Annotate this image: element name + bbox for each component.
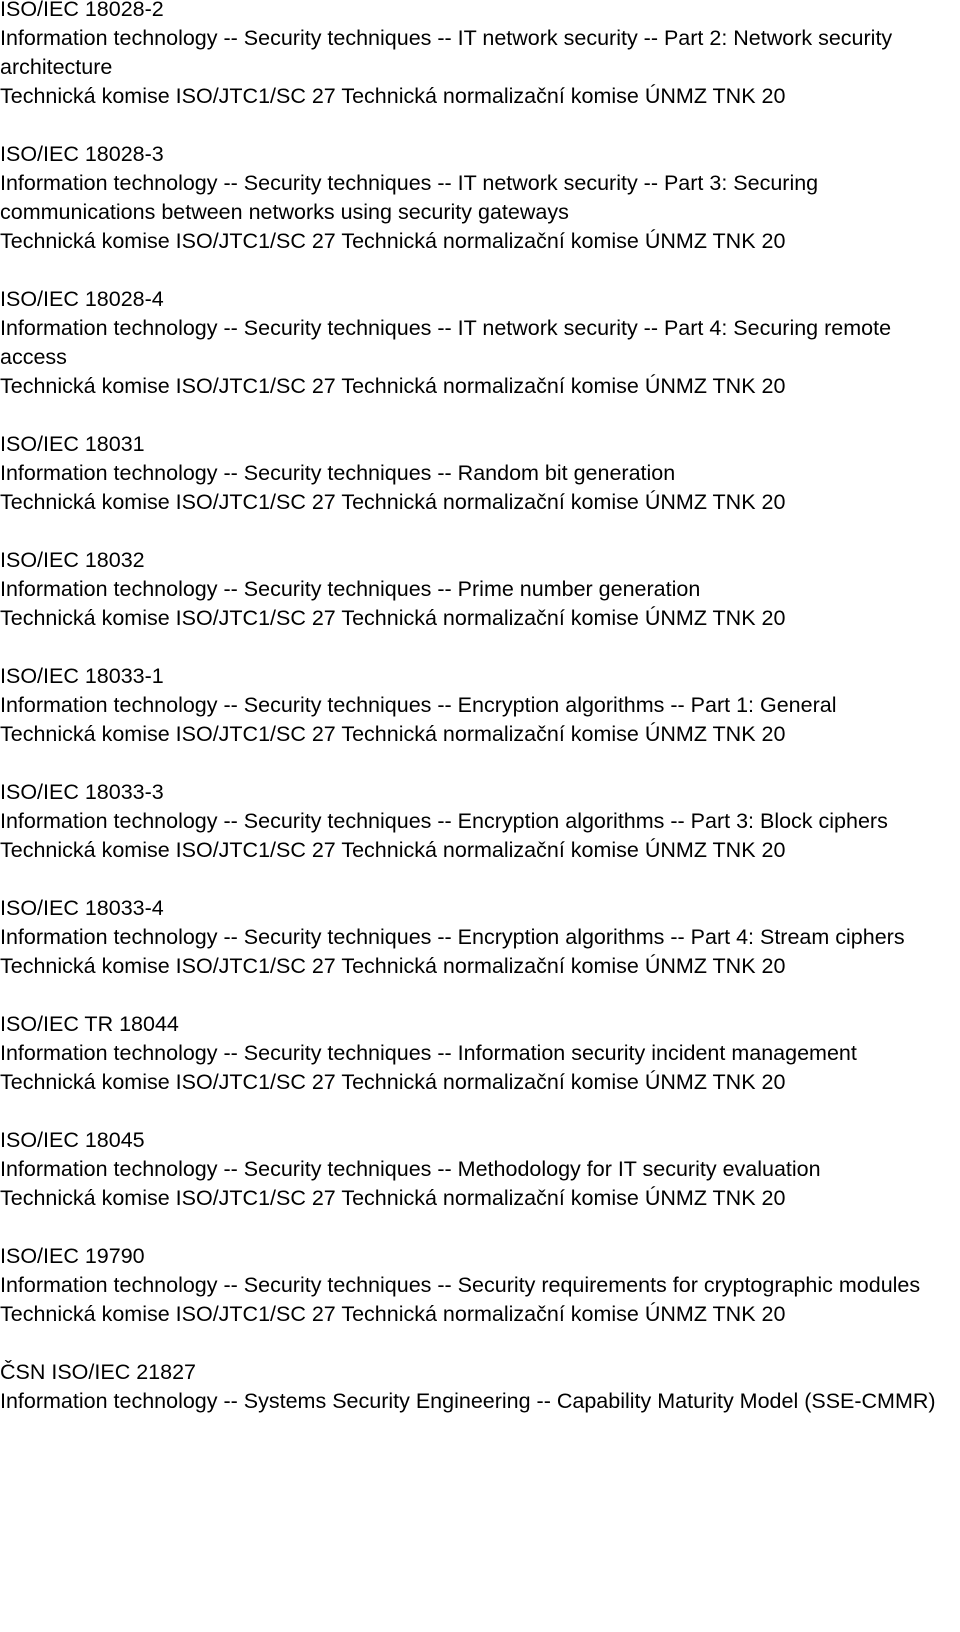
standard-title: Information technology -- Security techniques -- Information security incident management xyxy=(0,1041,857,1065)
standard-committee: Technická komise ISO/JTC1/SC 27 Technická normalizační komise ÚNMZ TNK 20 xyxy=(0,954,786,978)
standard-code: ISO/IEC 18028-3 xyxy=(0,142,164,166)
standard-title: Information technology -- Security techniques -- Methodology for IT security evaluation xyxy=(0,1157,821,1181)
standard-title: Information technology -- Security techniques -- Prime number generation xyxy=(0,577,701,601)
standard-code: ISO/IEC 18032 xyxy=(0,548,145,572)
standard-title: Information technology -- Security techniques -- IT network security -- Part 4: Securing remote access xyxy=(0,316,892,369)
standard-entry xyxy=(0,140,960,256)
standard-title: Information technology -- Security techniques -- Random bit generation xyxy=(0,461,676,485)
standard-code: ISO/IEC 18031 xyxy=(0,432,145,456)
standard-code: ISO/IEC 18028-2 xyxy=(0,0,164,21)
standard-code: ISO/IEC 18033-1 xyxy=(0,664,164,688)
standard-title: Information technology -- Security techniques -- IT network security -- Part 2: Network security architecture xyxy=(0,26,893,79)
standard-entry xyxy=(0,1242,960,1329)
standard-title: Information technology -- Systems Security Engineering -- Capability Maturity Model (SSE-CMMR) xyxy=(0,1389,936,1413)
standard-code: ISO/IEC 18033-4 xyxy=(0,896,164,920)
standard-title: Information technology -- Security techniques -- Encryption algorithms -- Part 4: Stream ciphers xyxy=(0,925,905,949)
standard-committee: Technická komise ISO/JTC1/SC 27 Technická normalizační komise ÚNMZ TNK 20 xyxy=(0,374,786,398)
standard-committee: Technická komise ISO/JTC1/SC 27 Technická normalizační komise ÚNMZ TNK 20 xyxy=(0,490,786,514)
standard-code: ISO/IEC 18028-4 xyxy=(0,287,164,311)
standard-entry xyxy=(0,285,960,401)
standard-entry xyxy=(0,1126,960,1213)
standard-committee: Technická komise ISO/JTC1/SC 27 Technická normalizační komise ÚNMZ TNK 20 xyxy=(0,722,786,746)
standard-committee: Technická komise ISO/JTC1/SC 27 Technická normalizační komise ÚNMZ TNK 20 xyxy=(0,84,786,108)
standard-entry xyxy=(0,430,960,517)
standard-entry xyxy=(0,1358,960,1416)
standard-committee: Technická komise ISO/JTC1/SC 27 Technická normalizační komise ÚNMZ TNK 20 xyxy=(0,229,786,253)
standard-entry xyxy=(0,894,960,981)
standard-code: ISO/IEC 18033-3 xyxy=(0,780,164,804)
standard-entry xyxy=(0,1010,960,1097)
standard-committee: Technická komise ISO/JTC1/SC 27 Technická normalizační komise ÚNMZ TNK 20 xyxy=(0,838,786,862)
standard-committee: Technická komise ISO/JTC1/SC 27 Technická normalizační komise ÚNMZ TNK 20 xyxy=(0,1302,786,1326)
standard-code: ISO/IEC 18045 xyxy=(0,1128,145,1152)
standard-committee: Technická komise ISO/JTC1/SC 27 Technická normalizační komise ÚNMZ TNK 20 xyxy=(0,606,786,630)
standard-title: Information technology -- Security techniques -- IT network security -- Part 3: Securing communications between networks using security gateways xyxy=(0,171,819,224)
standard-code: ISO/IEC TR 18044 xyxy=(0,1012,179,1036)
standard-entry xyxy=(0,0,960,111)
standard-title: Information technology -- Security techniques -- Encryption algorithms -- Part 3: Block ciphers xyxy=(0,809,888,833)
standard-committee: Technická komise ISO/JTC1/SC 27 Technická normalizační komise ÚNMZ TNK 20 xyxy=(0,1070,786,1094)
standard-code: ISO/IEC 19790 xyxy=(0,1244,145,1268)
standard-committee: Technická komise ISO/JTC1/SC 27 Technická normalizační komise ÚNMZ TNK 20 xyxy=(0,1186,786,1210)
standard-entry xyxy=(0,778,960,865)
standard-entry xyxy=(0,662,960,749)
standard-title: Information technology -- Security techniques -- Encryption algorithms -- Part 1: General xyxy=(0,693,837,717)
standard-title: Information technology -- Security techniques -- Security requirements for cryptographic modules xyxy=(0,1273,921,1297)
standard-entry xyxy=(0,546,960,633)
standard-code: ČSN ISO/IEC 21827 xyxy=(0,1360,196,1384)
